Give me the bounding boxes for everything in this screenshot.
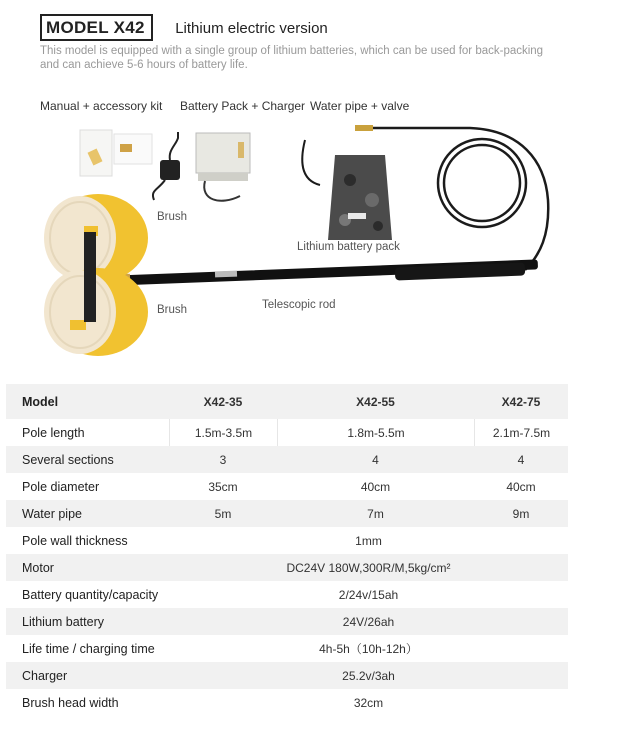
spec-header-row [6, 384, 568, 419]
spec-header-label: Model [22, 394, 59, 409]
manual-kit-image [80, 130, 152, 176]
label-telescopic-rod: Telescopic rod [262, 299, 336, 311]
spec-label: Lithium battery [22, 614, 104, 629]
spec-row [6, 635, 568, 662]
spec-label: Motor [22, 560, 54, 575]
spec-row [6, 527, 568, 554]
version-subtitle: Lithium electric version [175, 20, 328, 38]
spec-value: 40cm [360, 479, 391, 494]
spec-value: 40cm [506, 479, 536, 494]
spec-label: Brush head width [22, 695, 119, 710]
spec-value: 2.1m-7.5m [474, 419, 568, 446]
spec-row [6, 446, 568, 473]
spec-label: Battery quantity/capacity [22, 587, 159, 602]
spec-value: 5m [214, 506, 232, 521]
label-battery-charger: Battery Pack + Charger [180, 99, 306, 113]
label-battery-pack: Lithium battery pack [297, 241, 400, 253]
label-manual-kit: Manual + accessory kit [40, 99, 163, 113]
spec-label: Pole length [22, 425, 85, 440]
brush-frame [84, 232, 96, 322]
spec-label: Several sections [22, 452, 114, 467]
model-title: MODEL X42 [40, 14, 153, 41]
battery-backpack-image [328, 155, 392, 240]
charger-image [153, 132, 180, 200]
spec-value: 2/24v/15ah [338, 587, 399, 602]
spec-table [6, 384, 568, 716]
spec-value: 35cm [208, 479, 238, 494]
spec-header-x42-75: X42-75 [501, 394, 541, 409]
label-brush-bottom: Brush [157, 304, 188, 316]
spec-row [6, 500, 568, 527]
spec-value: DC24V 180W,300R/M,5kg/cm² [286, 560, 451, 575]
model-description: This model is equipped with a single group of lithium batteries, which can be used for back-packing and can achieve 5-6 hours of battery life. [40, 45, 544, 71]
spec-label: Water pipe [22, 506, 82, 521]
spec-value: 7m [367, 506, 384, 521]
spec-value: 32cm [353, 695, 384, 710]
spec-value: 1.5m-3.5m [169, 419, 277, 446]
spec-row [6, 662, 568, 689]
spec-value: 4 [517, 452, 525, 467]
spec-label: Pole wall thickness [22, 533, 128, 548]
spec-value: 24V/26ah [342, 614, 395, 629]
spec-row [6, 473, 568, 500]
spec-value: 1mm [355, 533, 382, 548]
spec-row [6, 554, 568, 581]
label-brush-top: Brush [157, 211, 188, 223]
battery-box-image [196, 133, 250, 201]
spec-row [6, 581, 568, 608]
spec-row [6, 689, 568, 716]
spec-value: 1.8m-5.5m [277, 419, 474, 446]
spec-value: 4h-5h（10h-12h） [319, 642, 418, 656]
spec-row [6, 608, 568, 635]
spec-value: 25.2v/3ah [342, 668, 395, 683]
spec-row [6, 419, 568, 446]
telescopic-rod-image [88, 259, 538, 286]
spec-value: 3 [219, 452, 227, 467]
spec-header-x42-35: X42-35 [203, 394, 243, 409]
spec-value: 4 [372, 452, 379, 467]
label-water-pipe: Water pipe + valve [310, 99, 410, 113]
spec-label: Pole diameter [22, 479, 100, 494]
spec-header-x42-55: X42-55 [356, 394, 395, 409]
spec-label: Life time / charging time [22, 641, 155, 656]
spec-label: Charger [22, 668, 68, 683]
spec-value: 9m [512, 506, 530, 521]
